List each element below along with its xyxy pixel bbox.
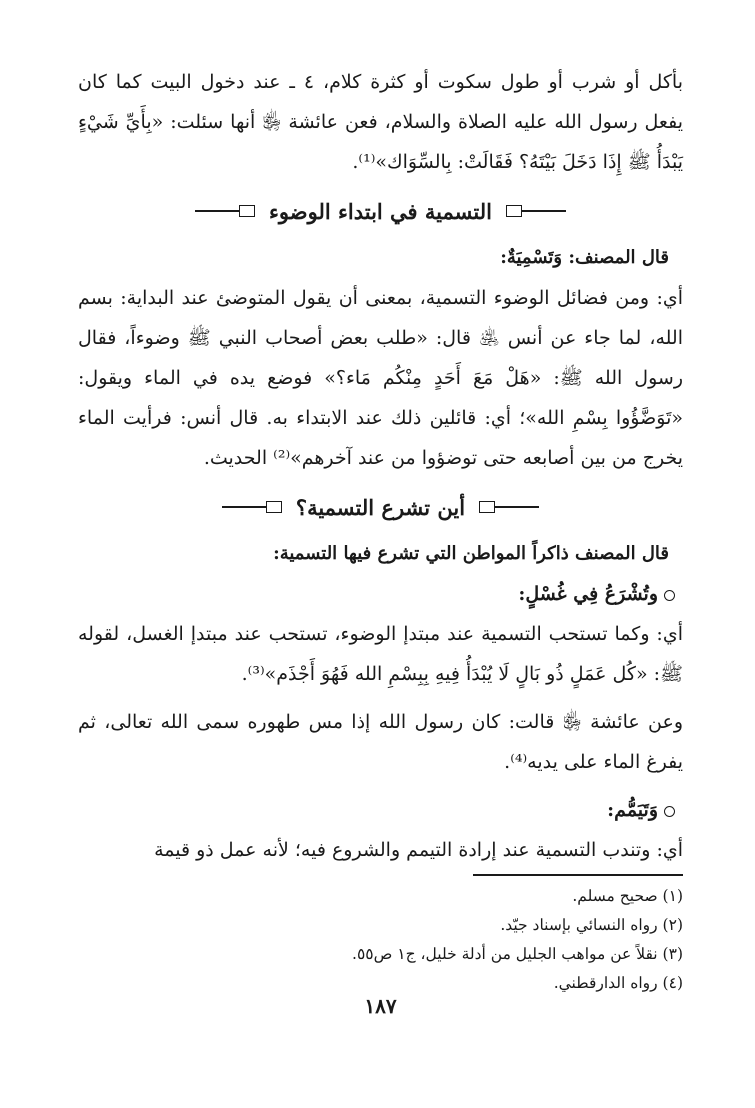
circle-bullet-icon <box>664 590 675 601</box>
section-heading-basmala <box>78 186 683 236</box>
ornament-right-icon <box>502 205 566 217</box>
author-statement-2: قال المصنف ذاكراً المواطن التي تشرع فيها التسمية: <box>273 543 669 564</box>
circle-bullet-icon <box>664 806 675 817</box>
footnote-2: (٢) رواه النسائي بإسناد جيّد. <box>500 916 683 934</box>
bullet-ghusl-text: وتُشْرَعُ فِي غُسْلٍ: <box>518 583 658 605</box>
page-content <box>78 62 683 1062</box>
paragraph-4: وعن عائشة ﵂ قالت: كان رسول الله إذا مس طهوره سمى الله تعالى، ثم يفرغ الماء على يديه⁽⁴⁾. <box>78 711 683 773</box>
footnote-1: (١) صحيح مسلم. <box>572 887 683 905</box>
paragraph-1: بأكل أو شرب أو طول سكوت أو كثرة كلام، ٤ ـ عند دخول البيت كما كان يفعل رسول الله عليه الصلاة والسلام، فعن عائشة ﵂ أنها سئلت: «بِأَيِّ شَيْءٍ يَبْدَأُ ﷺ إِذَا دَخَلَ بَيْتَهُ؟ فَقَالَتْ: بِالسِّوَاك»⁽¹⁾. <box>78 71 683 173</box>
ornament-right-icon <box>475 501 539 513</box>
footnote-4: (٤) رواه الدارقطني. <box>553 974 683 992</box>
footnote-divider <box>473 874 683 876</box>
footnote-3: (٣) نقلاً عن مواهب الجليل من أدلة خليل، ج١ ص٥٥. <box>352 945 683 963</box>
bullet-tayammum-text: وَتَيَمُّم: <box>607 799 658 821</box>
paragraph-2: أي: ومن فضائل الوضوء التسمية، بمعنى أن يقول المتوضئ عند البداية: بسم الله، لما جاء عن أنس ﵁ قال: «طلب بعض أصحاب النبي ﷺ وضوءاً، فقال رسول الله ﷺ: «هَلْ مَعَ أَحَدٍ مِنْكُم مَاء؟» فوضع يده في الماء ويقول: «تَوَضَّؤُوا بِسْمِ الله»؛ أي: قائلين ذلك عند الابتداء به. قال أنس: فرأيت الماء يخرج من بين أصابعه حتى توضؤوا من عند آخرهم»⁽²⁾ الحديث. <box>78 287 683 469</box>
bullet-tayammum <box>78 790 683 830</box>
author-statement-1: قال المصنف: وَتَسْمِيَةٌ: <box>500 247 669 268</box>
page-number: ١٨٧ <box>364 994 397 1018</box>
section-heading-where <box>78 482 683 532</box>
ornament-left-icon <box>222 501 286 513</box>
paragraph-3: أي: وكما تستحب التسمية عند مبتدإ الوضوء، تستحب عند مبتدإ الغسل، لقوله ﷺ: «كُل عَمَلٍ ذُو بَالٍ لَا يُبْدَأُ فِيهِ بِبِسْمِ الله فَهُوَ أَجْذَم»⁽³⁾. <box>78 623 683 685</box>
heading-text-1: التسمية في ابتداء الوضوء <box>269 198 492 224</box>
paragraph-5: أي: وتندب التسمية عند إرادة التيمم والشروع فيه؛ لأنه عمل ذو قيمة <box>154 839 683 861</box>
bullet-ghusl <box>78 574 683 614</box>
ornament-left-icon <box>195 205 259 217</box>
footnotes <box>78 882 683 998</box>
heading-text-2: أين تشرع التسمية؟ <box>295 494 466 520</box>
